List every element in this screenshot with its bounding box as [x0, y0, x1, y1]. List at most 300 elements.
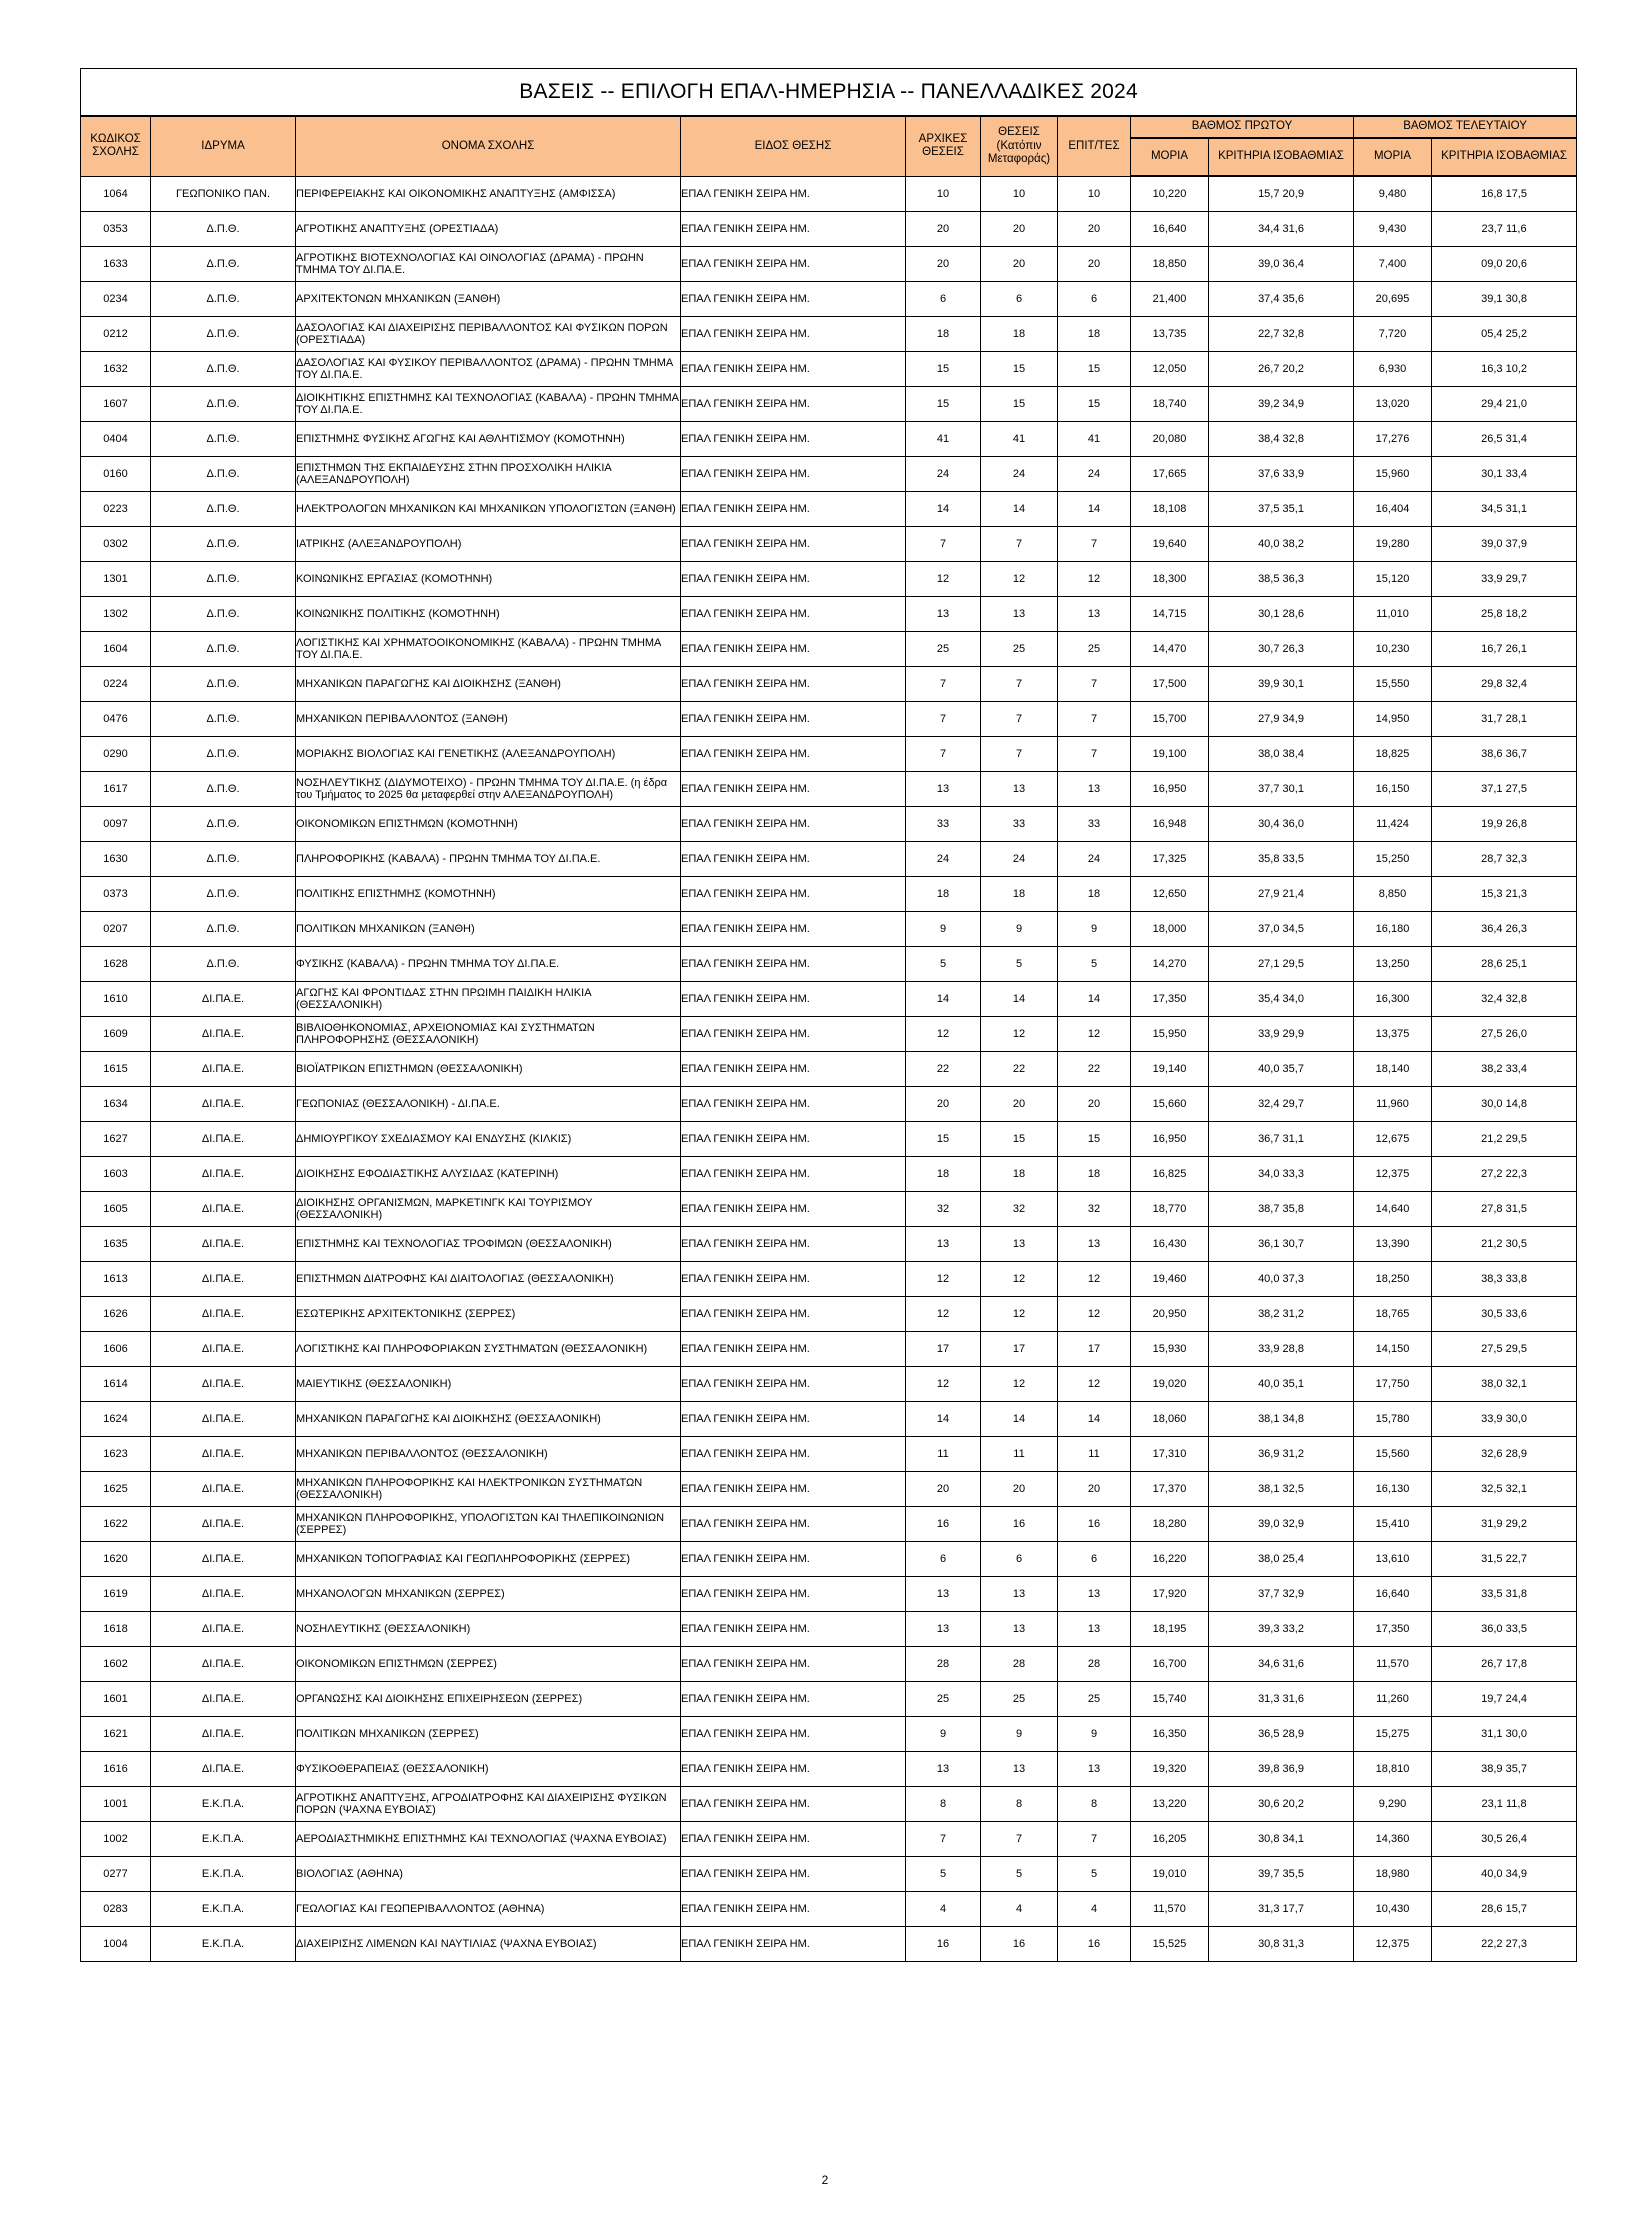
row-initial-positions: 16 [906, 1507, 981, 1542]
row-code: 0373 [81, 877, 151, 912]
table-row [81, 1892, 1577, 1927]
row-first-tiebreak: 40,0 35,7 [1209, 1052, 1354, 1087]
row-positions-after-transfer: 13 [981, 1752, 1058, 1787]
row-last-points: 13,610 [1354, 1542, 1432, 1577]
row-position-kind: ΕΠΑΛ ΓΕΝΙΚΗ ΣΕΙΡΑ ΗΜ. [681, 1087, 906, 1122]
row-school-name: ΠΕΡΙΦΕΡΕΙΑΚΗΣ ΚΑΙ ΟΙΚΟΝΟΜΙΚΗΣ ΑΝΑΠΤΥΞΗΣ (ΑΜΦΙΣΣΑ) [296, 176, 681, 212]
row-institution: Δ.Π.Θ. [151, 947, 296, 982]
row-first-points: 17,500 [1131, 667, 1209, 702]
row-positions-after-transfer: 9 [981, 1717, 1058, 1752]
row-positions-after-transfer: 7 [981, 1822, 1058, 1857]
row-institution: ΔΙ.ΠΑ.Ε. [151, 1227, 296, 1262]
row-institution: ΔΙ.ΠΑ.Ε. [151, 1332, 296, 1367]
table-row [81, 352, 1577, 387]
row-succeeded: 12 [1058, 1297, 1131, 1332]
row-institution: ΔΙ.ΠΑ.Ε. [151, 1612, 296, 1647]
row-first-tiebreak: 27,9 34,9 [1209, 702, 1354, 737]
row-first-tiebreak: 27,1 29,5 [1209, 947, 1354, 982]
row-succeeded: 11 [1058, 1437, 1131, 1472]
row-school-name: ΕΣΩΤΕΡΙΚΗΣ ΑΡΧΙΤΕΚΤΟΝΙΚΗΣ (ΣΕΡΡΕΣ) [296, 1297, 681, 1332]
row-first-tiebreak: 35,4 34,0 [1209, 982, 1354, 1017]
row-position-kind: ΕΠΑΛ ΓΕΝΙΚΗ ΣΕΙΡΑ ΗΜ. [681, 457, 906, 492]
row-position-kind: ΕΠΑΛ ΓΕΝΙΚΗ ΣΕΙΡΑ ΗΜ. [681, 1717, 906, 1752]
table-row [81, 1192, 1577, 1227]
row-succeeded: 7 [1058, 1822, 1131, 1857]
row-code: 0234 [81, 282, 151, 317]
row-first-points: 13,735 [1131, 317, 1209, 352]
row-positions-after-transfer: 24 [981, 842, 1058, 877]
row-last-points: 9,480 [1354, 176, 1432, 212]
row-positions-after-transfer: 16 [981, 1927, 1058, 1962]
row-institution: ΔΙ.ΠΑ.Ε. [151, 1577, 296, 1612]
row-institution: ΔΙ.ΠΑ.Ε. [151, 1122, 296, 1157]
row-school-name: ΑΓΡΟΤΙΚΗΣ ΑΝΑΠΤΥΞΗΣ, ΑΓΡΟΔΙΑΤΡΟΦΗΣ ΚΑΙ ΔΙΑΧΕΙΡΙΣΗΣ ΦΥΣΙΚΩΝ ΠΟΡΩΝ (ΨΑΧΝΑ ΕΥΒΟΙΑΣ) [296, 1787, 681, 1822]
row-code: 1602 [81, 1647, 151, 1682]
row-last-tiebreak: 21,2 29,5 [1432, 1122, 1577, 1157]
row-initial-positions: 33 [906, 807, 981, 842]
row-first-tiebreak: 34,4 31,6 [1209, 212, 1354, 247]
row-code: 1607 [81, 387, 151, 422]
row-first-tiebreak: 37,4 35,6 [1209, 282, 1354, 317]
row-code: 0160 [81, 457, 151, 492]
table-row [81, 562, 1577, 597]
row-last-tiebreak: 26,5 31,4 [1432, 422, 1577, 457]
row-school-name: ΔΙΟΙΚΗΣΗΣ ΟΡΓΑΝΙΣΜΩΝ, ΜΑΡΚΕΤΙΝΓΚ ΚΑΙ ΤΟΥΡΙΣΜΟΥ (ΘΕΣΣΑΛΟΝΙΚΗ) [296, 1192, 681, 1227]
table-row [81, 597, 1577, 632]
row-school-name: ΜΗΧΑΝΙΚΩΝ ΠΛΗΡΟΦΟΡΙΚΗΣ, ΥΠΟΛΟΓΙΣΤΩΝ ΚΑΙ ΤΗΛΕΠΙΚΟΙΝΩΝΙΩΝ (ΣΕΡΡΕΣ) [296, 1507, 681, 1542]
row-last-tiebreak: 31,7 28,1 [1432, 702, 1577, 737]
row-first-tiebreak: 38,7 35,8 [1209, 1192, 1354, 1227]
row-initial-positions: 9 [906, 912, 981, 947]
row-first-tiebreak: 40,0 35,1 [1209, 1367, 1354, 1402]
row-institution: ΔΙ.ΠΑ.Ε. [151, 1437, 296, 1472]
row-first-points: 18,740 [1131, 387, 1209, 422]
row-last-tiebreak: 33,9 29,7 [1432, 562, 1577, 597]
row-institution: Δ.Π.Θ. [151, 597, 296, 632]
row-positions-after-transfer: 9 [981, 912, 1058, 947]
row-school-name: ΔΑΣΟΛΟΓΙΑΣ ΚΑΙ ΦΥΣΙΚΟΥ ΠΕΡΙΒΑΛΛΟΝΤΟΣ (ΔΡΑΜΑ) - ΠΡΩΗΝ ΤΜΗΜΑ ΤΟΥ ΔΙ.ΠΑ.Ε. [296, 352, 681, 387]
row-first-points: 19,100 [1131, 737, 1209, 772]
row-institution: ΔΙ.ΠΑ.Ε. [151, 1647, 296, 1682]
row-last-tiebreak: 19,7 24,4 [1432, 1682, 1577, 1717]
row-school-name: ΜΑΙΕΥΤΙΚΗΣ (ΘΕΣΣΑΛΟΝΙΚΗ) [296, 1367, 681, 1402]
row-last-tiebreak: 05,4 25,2 [1432, 317, 1577, 352]
row-last-tiebreak: 27,5 29,5 [1432, 1332, 1577, 1367]
row-first-tiebreak: 32,4 29,7 [1209, 1087, 1354, 1122]
row-code: 1606 [81, 1332, 151, 1367]
row-positions-after-transfer: 8 [981, 1787, 1058, 1822]
page-title: ΒΑΣΕΙΣ -- ΕΠΙΛΟΓΗ ΕΠΑΛ-ΗΜΕΡΗΣΙΑ -- ΠΑΝΕΛΛΑΔΙΚΕΣ 2024 [81, 69, 1577, 117]
row-school-name: ΠΛΗΡΟΦΟΡΙΚΗΣ (ΚΑΒΑΛΑ) - ΠΡΩΗΝ ΤΜΗΜΑ ΤΟΥ ΔΙ.ΠΑ.Ε. [296, 842, 681, 877]
row-school-name: ΠΟΛΙΤΙΚΗΣ ΕΠΙΣΤΗΜΗΣ (ΚΟΜΟΤΗΝΗ) [296, 877, 681, 912]
row-last-points: 7,720 [1354, 317, 1432, 352]
row-last-tiebreak: 30,5 33,6 [1432, 1297, 1577, 1332]
row-last-points: 16,130 [1354, 1472, 1432, 1507]
row-position-kind: ΕΠΑΛ ΓΕΝΙΚΗ ΣΕΙΡΑ ΗΜ. [681, 632, 906, 667]
col-header-position-kind: ΕΙΔΟΣ ΘΕΣΗΣ [681, 116, 906, 176]
row-institution: Δ.Π.Θ. [151, 492, 296, 527]
col-header-first-tiebreak: ΚΡΙΤΗΡΙΑ ΙΣΟΒΑΘΜΙΑΣ [1209, 138, 1354, 176]
row-positions-after-transfer: 25 [981, 1682, 1058, 1717]
table-row [81, 1017, 1577, 1052]
row-first-tiebreak: 39,7 35,5 [1209, 1857, 1354, 1892]
row-institution: ΔΙ.ΠΑ.Ε. [151, 1752, 296, 1787]
row-succeeded: 22 [1058, 1052, 1131, 1087]
row-positions-after-transfer: 5 [981, 947, 1058, 982]
row-succeeded: 16 [1058, 1927, 1131, 1962]
row-position-kind: ΕΠΑΛ ΓΕΝΙΚΗ ΣΕΙΡΑ ΗΜ. [681, 772, 906, 807]
row-code: 1622 [81, 1507, 151, 1542]
table-row [81, 1647, 1577, 1682]
row-first-points: 19,140 [1131, 1052, 1209, 1087]
row-last-points: 6,930 [1354, 352, 1432, 387]
row-initial-positions: 13 [906, 772, 981, 807]
row-initial-positions: 5 [906, 1857, 981, 1892]
row-institution: Δ.Π.Θ. [151, 772, 296, 807]
row-initial-positions: 15 [906, 387, 981, 422]
row-institution: Ε.Κ.Π.Α. [151, 1787, 296, 1822]
row-succeeded: 20 [1058, 1087, 1131, 1122]
row-last-tiebreak: 38,6 36,7 [1432, 737, 1577, 772]
row-positions-after-transfer: 20 [981, 247, 1058, 282]
col-header-initial-positions: ΑΡΧΙΚΕΣ ΘΕΣΕΙΣ [906, 116, 981, 176]
row-initial-positions: 25 [906, 632, 981, 667]
row-first-points: 18,300 [1131, 562, 1209, 597]
row-positions-after-transfer: 12 [981, 1262, 1058, 1297]
row-succeeded: 13 [1058, 1752, 1131, 1787]
row-succeeded: 13 [1058, 1577, 1131, 1612]
row-school-name: ΑΡΧΙΤΕΚΤΟΝΩΝ ΜΗΧΑΝΙΚΩΝ (ΞΑΝΘΗ) [296, 282, 681, 317]
row-succeeded: 41 [1058, 422, 1131, 457]
row-positions-after-transfer: 17 [981, 1332, 1058, 1367]
row-last-points: 15,960 [1354, 457, 1432, 492]
row-initial-positions: 41 [906, 422, 981, 457]
row-last-points: 18,980 [1354, 1857, 1432, 1892]
row-first-points: 13,220 [1131, 1787, 1209, 1822]
col-header-institution: ΙΔΡΥΜΑ [151, 116, 296, 176]
row-institution: ΓΕΩΠΟΝΙΚΟ ΠΑΝ. [151, 176, 296, 212]
row-code: 0353 [81, 212, 151, 247]
row-code: 0097 [81, 807, 151, 842]
row-first-points: 20,950 [1131, 1297, 1209, 1332]
row-last-points: 9,430 [1354, 212, 1432, 247]
row-code: 0212 [81, 317, 151, 352]
row-last-tiebreak: 37,1 27,5 [1432, 772, 1577, 807]
row-last-tiebreak: 23,7 11,6 [1432, 212, 1577, 247]
row-institution: ΔΙ.ΠΑ.Ε. [151, 1017, 296, 1052]
row-institution: ΔΙ.ΠΑ.Ε. [151, 982, 296, 1017]
row-positions-after-transfer: 14 [981, 1402, 1058, 1437]
table-row [81, 1052, 1577, 1087]
row-school-name: ΜΗΧΑΝΙΚΩΝ ΤΟΠΟΓΡΑΦΙΑΣ ΚΑΙ ΓΕΩΠΛΗΡΟΦΟΡΙΚΗΣ (ΣΕΡΡΕΣ) [296, 1542, 681, 1577]
row-initial-positions: 7 [906, 667, 981, 702]
row-position-kind: ΕΠΑΛ ΓΕΝΙΚΗ ΣΕΙΡΑ ΗΜ. [681, 422, 906, 457]
row-positions-after-transfer: 7 [981, 527, 1058, 562]
row-institution: ΔΙ.ΠΑ.Ε. [151, 1192, 296, 1227]
row-first-tiebreak: 31,3 31,6 [1209, 1682, 1354, 1717]
row-last-tiebreak: 27,2 22,3 [1432, 1157, 1577, 1192]
row-succeeded: 5 [1058, 947, 1131, 982]
row-initial-positions: 9 [906, 1717, 981, 1752]
row-position-kind: ΕΠΑΛ ΓΕΝΙΚΗ ΣΕΙΡΑ ΗΜ. [681, 1857, 906, 1892]
table-row [81, 1787, 1577, 1822]
row-last-points: 17,276 [1354, 422, 1432, 457]
table-row [81, 387, 1577, 422]
row-last-points: 16,640 [1354, 1577, 1432, 1612]
row-initial-positions: 7 [906, 737, 981, 772]
row-code: 1620 [81, 1542, 151, 1577]
row-succeeded: 32 [1058, 1192, 1131, 1227]
row-positions-after-transfer: 12 [981, 562, 1058, 597]
row-institution: ΔΙ.ΠΑ.Ε. [151, 1717, 296, 1752]
row-succeeded: 10 [1058, 176, 1131, 212]
row-first-tiebreak: 37,7 32,9 [1209, 1577, 1354, 1612]
row-first-points: 16,825 [1131, 1157, 1209, 1192]
row-positions-after-transfer: 6 [981, 282, 1058, 317]
row-last-points: 20,695 [1354, 282, 1432, 317]
header-group-row [81, 116, 1577, 138]
row-school-name: ΚΟΙΝΩΝΙΚΗΣ ΠΟΛΙΤΙΚΗΣ (ΚΟΜΟΤΗΝΗ) [296, 597, 681, 632]
row-succeeded: 13 [1058, 1227, 1131, 1262]
table-row [81, 947, 1577, 982]
row-first-tiebreak: 36,5 28,9 [1209, 1717, 1354, 1752]
row-first-tiebreak: 34,0 33,3 [1209, 1157, 1354, 1192]
row-last-points: 16,180 [1354, 912, 1432, 947]
row-first-tiebreak: 39,8 36,9 [1209, 1752, 1354, 1787]
row-code: 1628 [81, 947, 151, 982]
col-header-positions-after-transfer [981, 116, 1058, 176]
row-first-tiebreak: 38,0 25,4 [1209, 1542, 1354, 1577]
row-first-points: 17,920 [1131, 1577, 1209, 1612]
row-last-points: 14,950 [1354, 702, 1432, 737]
row-positions-after-transfer: 5 [981, 1857, 1058, 1892]
row-school-name: ΝΟΣΗΛΕΥΤΙΚΗΣ (ΘΕΣΣΑΛΟΝΙΚΗ) [296, 1612, 681, 1647]
row-position-kind: ΕΠΑΛ ΓΕΝΙΚΗ ΣΕΙΡΑ ΗΜ. [681, 1367, 906, 1402]
row-succeeded: 18 [1058, 877, 1131, 912]
row-position-kind: ΕΠΑΛ ΓΕΝΙΚΗ ΣΕΙΡΑ ΗΜ. [681, 1192, 906, 1227]
row-first-points: 18,108 [1131, 492, 1209, 527]
row-first-points: 19,640 [1131, 527, 1209, 562]
table-row [81, 212, 1577, 247]
row-code: 1625 [81, 1472, 151, 1507]
row-position-kind: ΕΠΑΛ ΓΕΝΙΚΗ ΣΕΙΡΑ ΗΜ. [681, 1122, 906, 1157]
row-last-tiebreak: 22,2 27,3 [1432, 1927, 1577, 1962]
row-succeeded: 6 [1058, 282, 1131, 317]
table-row [81, 807, 1577, 842]
row-position-kind: ΕΠΑΛ ΓΕΝΙΚΗ ΣΕΙΡΑ ΗΜ. [681, 1297, 906, 1332]
row-code: 1002 [81, 1822, 151, 1857]
row-succeeded: 12 [1058, 1367, 1131, 1402]
table-row [81, 667, 1577, 702]
row-position-kind: ΕΠΑΛ ΓΕΝΙΚΗ ΣΕΙΡΑ ΗΜ. [681, 982, 906, 1017]
row-last-points: 18,825 [1354, 737, 1432, 772]
row-school-name: ΟΡΓΑΝΩΣΗΣ ΚΑΙ ΔΙΟΙΚΗΣΗΣ ΕΠΙΧΕΙΡΗΣΕΩΝ (ΣΕΡΡΕΣ) [296, 1682, 681, 1717]
row-code: 0207 [81, 912, 151, 947]
row-first-tiebreak: 36,7 31,1 [1209, 1122, 1354, 1157]
row-position-kind: ΕΠΑΛ ΓΕΝΙΚΗ ΣΕΙΡΑ ΗΜ. [681, 352, 906, 387]
row-first-points: 15,525 [1131, 1927, 1209, 1962]
row-positions-after-transfer: 28 [981, 1647, 1058, 1682]
row-school-name: ΕΠΙΣΤΗΜΩΝ ΤΗΣ ΕΚΠΑΙΔΕΥΣΗΣ ΣΤΗΝ ΠΡΟΣΧΟΛΙΚΗ ΗΛΙΚΙΑ (ΑΛΕΞΑΝΔΡΟΥΠΟΛΗ) [296, 457, 681, 492]
row-initial-positions: 16 [906, 1927, 981, 1962]
row-first-tiebreak: 40,0 38,2 [1209, 527, 1354, 562]
row-last-tiebreak: 21,2 30,5 [1432, 1227, 1577, 1262]
row-succeeded: 7 [1058, 667, 1131, 702]
row-position-kind: ΕΠΑΛ ΓΕΝΙΚΗ ΣΕΙΡΑ ΗΜ. [681, 1542, 906, 1577]
row-last-tiebreak: 31,5 22,7 [1432, 1542, 1577, 1577]
table-row [81, 1542, 1577, 1577]
row-code: 1633 [81, 247, 151, 282]
row-school-name: ΔΙΑΧΕΙΡΙΣΗΣ ΛΙΜΕΝΩΝ ΚΑΙ ΝΑΥΤΙΛΙΑΣ (ΨΑΧΝΑ ΕΥΒΟΙΑΣ) [296, 1927, 681, 1962]
row-positions-after-transfer: 13 [981, 1227, 1058, 1262]
row-first-points: 15,700 [1131, 702, 1209, 737]
row-code: 0404 [81, 422, 151, 457]
row-position-kind: ΕΠΑΛ ΓΕΝΙΚΗ ΣΕΙΡΑ ΗΜ. [681, 176, 906, 212]
row-succeeded: 5 [1058, 1857, 1131, 1892]
row-school-name: ΜΗΧΑΝΙΚΩΝ ΠΛΗΡΟΦΟΡΙΚΗΣ ΚΑΙ ΗΛΕΚΤΡΟΝΙΚΩΝ ΣΥΣΤΗΜΑΤΩΝ (ΘΕΣΣΑΛΟΝΙΚΗ) [296, 1472, 681, 1507]
row-school-name: ΕΠΙΣΤΗΜΗΣ ΚΑΙ ΤΕΧΝΟΛΟΓΙΑΣ ΤΡΟΦΙΜΩΝ (ΘΕΣΣΑΛΟΝΙΚΗ) [296, 1227, 681, 1262]
row-school-name: ΑΕΡΟΔΙΑΣΤΗΜΙΚΗΣ ΕΠΙΣΤΗΜΗΣ ΚΑΙ ΤΕΧΝΟΛΟΓΙΑΣ (ΨΑΧΝΑ ΕΥΒΟΙΑΣ) [296, 1822, 681, 1857]
row-positions-after-transfer: 20 [981, 1472, 1058, 1507]
row-first-tiebreak: 30,1 28,6 [1209, 597, 1354, 632]
row-last-points: 14,640 [1354, 1192, 1432, 1227]
row-code: 1004 [81, 1927, 151, 1962]
row-institution: Δ.Π.Θ. [151, 842, 296, 877]
row-first-points: 17,325 [1131, 842, 1209, 877]
row-last-points: 12,375 [1354, 1927, 1432, 1962]
row-code: 1613 [81, 1262, 151, 1297]
row-last-tiebreak: 16,3 10,2 [1432, 352, 1577, 387]
row-last-tiebreak: 33,5 31,8 [1432, 1577, 1577, 1612]
row-initial-positions: 24 [906, 842, 981, 877]
row-school-name: ΔΙΟΙΚΗΣΗΣ ΕΦΟΔΙΑΣΤΙΚΗΣ ΑΛΥΣΙΔΑΣ (ΚΑΤΕΡΙΝΗ) [296, 1157, 681, 1192]
row-code: 1626 [81, 1297, 151, 1332]
row-positions-after-transfer: 33 [981, 807, 1058, 842]
row-succeeded: 9 [1058, 912, 1131, 947]
row-succeeded: 15 [1058, 387, 1131, 422]
row-last-points: 11,010 [1354, 597, 1432, 632]
row-first-points: 18,000 [1131, 912, 1209, 947]
row-first-points: 16,950 [1131, 772, 1209, 807]
row-institution: Δ.Π.Θ. [151, 702, 296, 737]
row-school-name: ΒΙΟΛΟΓΙΑΣ (ΑΘΗΝΑ) [296, 1857, 681, 1892]
row-initial-positions: 6 [906, 1542, 981, 1577]
row-first-tiebreak: 38,4 32,8 [1209, 422, 1354, 457]
row-school-name: ΠΟΛΙΤΙΚΩΝ ΜΗΧΑΝΙΚΩΝ (ΣΕΡΡΕΣ) [296, 1717, 681, 1752]
row-code: 1619 [81, 1577, 151, 1612]
row-school-name: ΦΥΣΙΚΟΘΕΡΑΠΕΙΑΣ (ΘΕΣΣΑΛΟΝΙΚΗ) [296, 1752, 681, 1787]
row-initial-positions: 20 [906, 247, 981, 282]
row-last-tiebreak: 28,6 15,7 [1432, 1892, 1577, 1927]
row-last-points: 11,570 [1354, 1647, 1432, 1682]
row-institution: ΔΙ.ΠΑ.Ε. [151, 1262, 296, 1297]
row-last-tiebreak: 32,6 28,9 [1432, 1437, 1577, 1472]
row-school-name: ΑΓΡΟΤΙΚΗΣ ΒΙΟΤΕΧΝΟΛΟΓΙΑΣ ΚΑΙ ΟΙΝΟΛΟΓΙΑΣ (ΔΡΑΜΑ) - ΠΡΩΗΝ ΤΜΗΜΑ ΤΟΥ ΔΙ.ΠΑ.Ε. [296, 247, 681, 282]
row-succeeded: 15 [1058, 1122, 1131, 1157]
row-institution: Δ.Π.Θ. [151, 562, 296, 597]
row-position-kind: ΕΠΑΛ ΓΕΝΙΚΗ ΣΕΙΡΑ ΗΜ. [681, 1437, 906, 1472]
row-succeeded: 14 [1058, 1402, 1131, 1437]
row-last-points: 15,410 [1354, 1507, 1432, 1542]
table-row [81, 1682, 1577, 1717]
row-code: 1634 [81, 1087, 151, 1122]
row-school-name: ΒΙΒΛΙΟΘΗΚΟΝΟΜΙΑΣ, ΑΡΧΕΙΟΝΟΜΙΑΣ ΚΑΙ ΣΥΣΤΗΜΑΤΩΝ ΠΛΗΡΟΦΟΡΗΣΗΣ (ΘΕΣΣΑΛΟΝΙΚΗ) [296, 1017, 681, 1052]
row-first-points: 19,010 [1131, 1857, 1209, 1892]
row-initial-positions: 15 [906, 1122, 981, 1157]
row-position-kind: ΕΠΑΛ ΓΕΝΙΚΗ ΣΕΙΡΑ ΗΜ. [681, 1682, 906, 1717]
table-row [81, 1437, 1577, 1472]
row-positions-after-transfer: 32 [981, 1192, 1058, 1227]
row-code: 1302 [81, 597, 151, 632]
row-first-tiebreak: 37,0 34,5 [1209, 912, 1354, 947]
row-positions-after-transfer: 18 [981, 1157, 1058, 1192]
row-initial-positions: 25 [906, 1682, 981, 1717]
table-row [81, 527, 1577, 562]
page-number: 2 [821, 2173, 829, 2187]
bases-table [80, 68, 1577, 1962]
row-succeeded: 6 [1058, 1542, 1131, 1577]
row-code: 1632 [81, 352, 151, 387]
row-initial-positions: 8 [906, 1787, 981, 1822]
row-code: 1627 [81, 1122, 151, 1157]
row-first-points: 20,080 [1131, 422, 1209, 457]
row-institution: Δ.Π.Θ. [151, 912, 296, 947]
row-school-name: ΦΥΣΙΚΗΣ (ΚΑΒΑΛΑ) - ΠΡΩΗΝ ΤΜΗΜΑ ΤΟΥ ΔΙ.ΠΑ.Ε. [296, 947, 681, 982]
row-initial-positions: 12 [906, 1017, 981, 1052]
row-last-tiebreak: 27,5 26,0 [1432, 1017, 1577, 1052]
row-first-tiebreak: 38,1 34,8 [1209, 1402, 1354, 1437]
row-first-tiebreak: 38,2 31,2 [1209, 1297, 1354, 1332]
row-positions-after-transfer: 14 [981, 492, 1058, 527]
row-position-kind: ΕΠΑΛ ΓΕΝΙΚΗ ΣΕΙΡΑ ΗΜ. [681, 1787, 906, 1822]
row-first-tiebreak: 33,9 29,9 [1209, 1017, 1354, 1052]
row-first-points: 11,570 [1131, 1892, 1209, 1927]
row-positions-after-transfer: 18 [981, 317, 1058, 352]
row-last-points: 18,765 [1354, 1297, 1432, 1332]
row-initial-positions: 14 [906, 492, 981, 527]
row-institution: Δ.Π.Θ. [151, 667, 296, 702]
table-row [81, 842, 1577, 877]
row-succeeded: 14 [1058, 982, 1131, 1017]
row-last-tiebreak: 34,5 31,1 [1432, 492, 1577, 527]
row-institution: ΔΙ.ΠΑ.Ε. [151, 1367, 296, 1402]
table-row [81, 1472, 1577, 1507]
table-row [81, 1612, 1577, 1647]
row-first-tiebreak: 15,7 20,9 [1209, 176, 1354, 212]
row-position-kind: ΕΠΑΛ ΓΕΝΙΚΗ ΣΕΙΡΑ ΗΜ. [681, 702, 906, 737]
row-first-points: 17,370 [1131, 1472, 1209, 1507]
row-positions-after-transfer: 13 [981, 1612, 1058, 1647]
row-positions-after-transfer: 7 [981, 667, 1058, 702]
row-institution: ΔΙ.ΠΑ.Ε. [151, 1542, 296, 1577]
row-last-tiebreak: 23,1 11,8 [1432, 1787, 1577, 1822]
row-last-tiebreak: 15,3 21,3 [1432, 877, 1577, 912]
row-first-points: 10,220 [1131, 176, 1209, 212]
row-first-tiebreak: 30,7 26,3 [1209, 632, 1354, 667]
row-position-kind: ΕΠΑΛ ΓΕΝΙΚΗ ΣΕΙΡΑ ΗΜ. [681, 1052, 906, 1087]
table-row [81, 1927, 1577, 1962]
row-first-tiebreak: 38,0 38,4 [1209, 737, 1354, 772]
row-school-name: ΓΕΩΛΟΓΙΑΣ ΚΑΙ ΓΕΩΠΕΡΙΒΑΛΛΟΝΤΟΣ (ΑΘΗΝΑ) [296, 1892, 681, 1927]
row-positions-after-transfer: 41 [981, 422, 1058, 457]
row-positions-after-transfer: 14 [981, 982, 1058, 1017]
row-last-tiebreak: 36,4 26,3 [1432, 912, 1577, 947]
row-positions-after-transfer: 13 [981, 1577, 1058, 1612]
row-school-name: ΑΓΩΓΗΣ ΚΑΙ ΦΡΟΝΤΙΔΑΣ ΣΤΗΝ ΠΡΩΙΜΗ ΠΑΙΔΙΚΗ ΗΛΙΚΙΑ (ΘΕΣΣΑΛΟΝΙΚΗ) [296, 982, 681, 1017]
row-first-points: 16,948 [1131, 807, 1209, 842]
row-school-name: ΛΟΓΙΣΤΙΚΗΣ ΚΑΙ ΧΡΗΜΑΤΟΟΙΚΟΝΟΜΙΚΗΣ (ΚΑΒΑΛΑ) - ΠΡΩΗΝ ΤΜΗΜΑ ΤΟΥ ΔΙ.ΠΑ.Ε. [296, 632, 681, 667]
row-institution: Ε.Κ.Π.Α. [151, 1857, 296, 1892]
